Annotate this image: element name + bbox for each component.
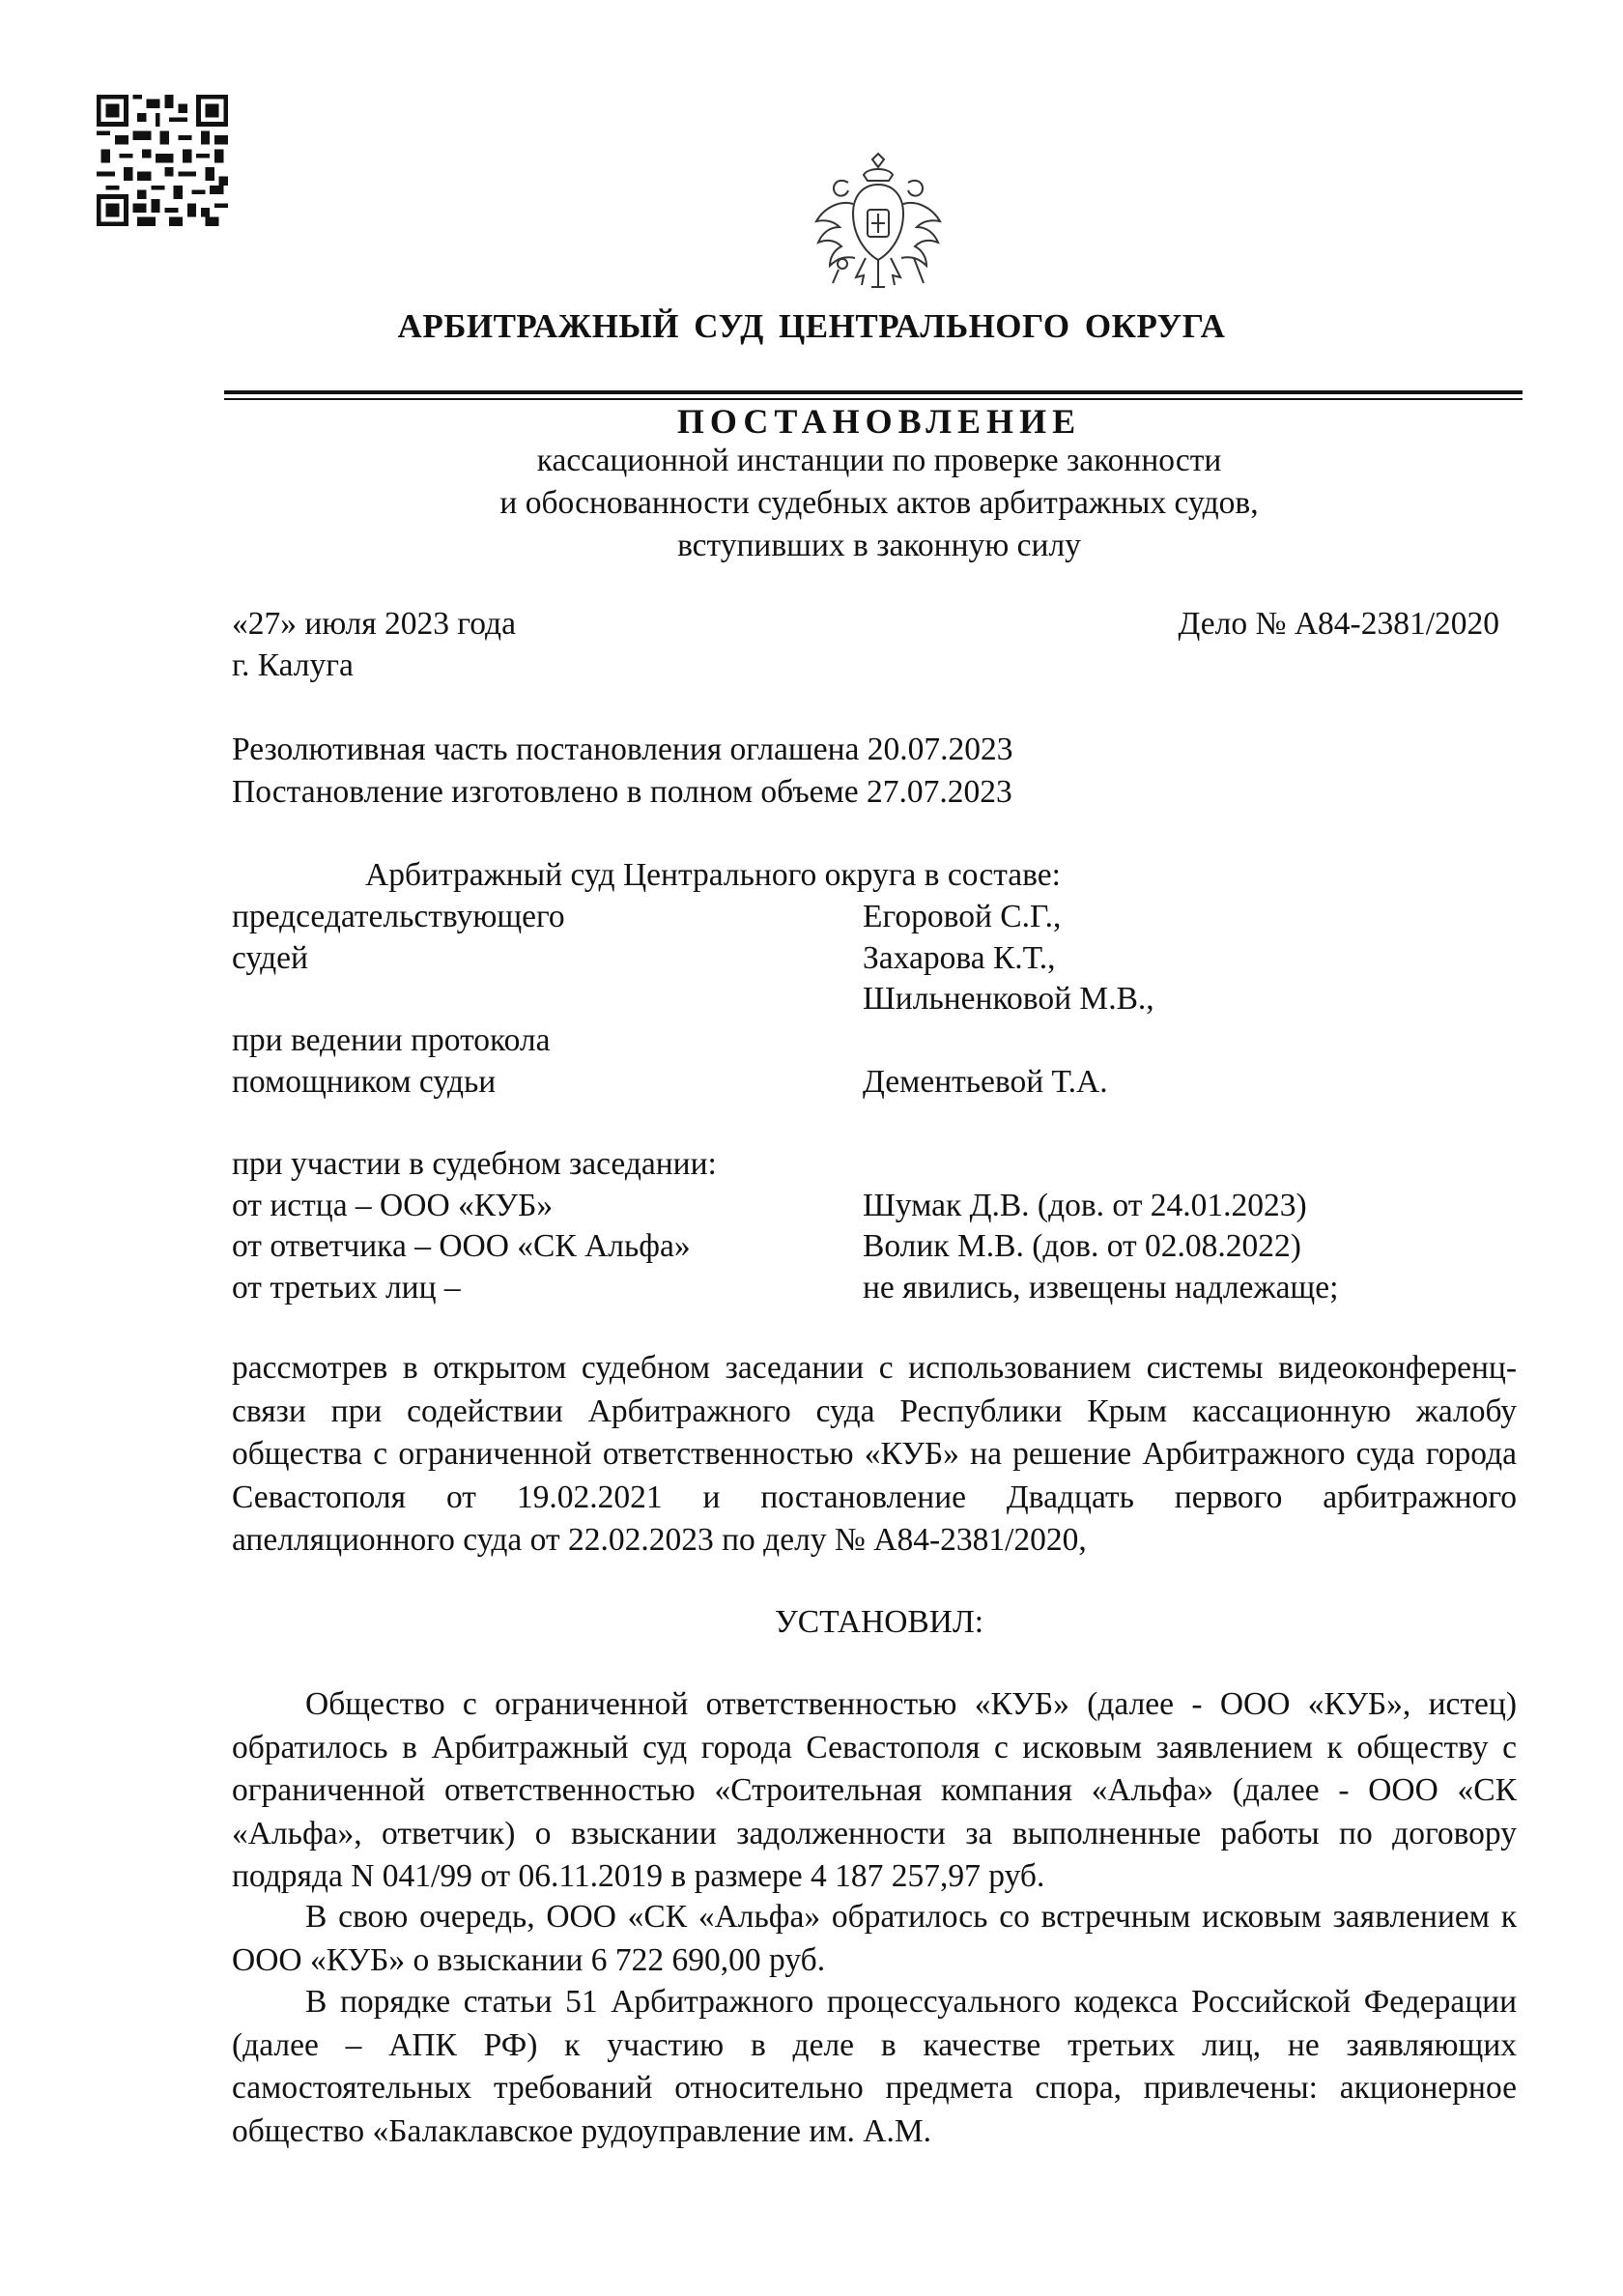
resolution-full: Постановление изготовлено в полном объеме 27.07.2023 [232, 774, 1012, 810]
participants-intro: при участии в судебном заседании: [232, 1146, 717, 1182]
protocol-label-2: помощником судьи [232, 1064, 497, 1100]
header-rule-thick [224, 390, 1523, 394]
judge-2-name: Шильненковой М.В., [863, 981, 1154, 1017]
considering-paragraph: рассмотрев в открытом судебном заседании с использованием системы видеоконференц-связи при содействии Арбитражного суда Республики Крым кассационную жалобу общества с ограниченной ответственностью «КУБ» на решение Арбитражного суда города Севастополя от 19.02.2021 и постановление Двадцать первого арбитражного апелляционного суда от 22.02.2023 по делу № А84-2381/2020, [232, 1350, 1517, 1558]
defendant-label: от ответчика – ООО «СК Альфа» [232, 1228, 691, 1264]
case-number: Дело № А84-2381/2020 [1178, 606, 1499, 642]
third-parties-label: от третьих лиц – [232, 1270, 461, 1306]
subtitle-line-1: кассационной инстанции по проверке законности [536, 443, 1222, 478]
protocol-label-1: при ведении протокола [232, 1022, 551, 1058]
document-title: ПОСТАНОВЛЕНИЕ [676, 402, 1082, 441]
defendant-representative: Волик М.В. (дов. от 02.08.2022) [863, 1228, 1301, 1264]
presiding-name: Егоровой С.Г., [863, 899, 1062, 934]
subtitle-line-2: и обоснованности судебных актов арбитражных судов, [499, 485, 1259, 521]
plaintiff-representative: Шумак Д.В. (дов. от 24.01.2023) [863, 1188, 1307, 1223]
composition-intro: Арбитражный суд Центрального округа в составе: [365, 857, 1061, 893]
header-rule-thin [224, 398, 1523, 400]
body-paragraph-3: В порядке статьи 51 Арбитражного процессуального кодекса Российской Федерации (далее – АПК РФ) к участию в деле в качестве третьих лиц, не заявляющих самостоятельных требований относительно предмета спора, привлечены: акционерное общество «Балаклавское рудоуправление им. А.М. [232, 1984, 1517, 2149]
plaintiff-label: от истца – ООО «КУБ» [232, 1188, 554, 1223]
body-paragraph-1: Общество с ограниченной ответственностью «КУБ» (далее - ООО «КУБ», истец) обратилось в Арбитражный суд города Севастополя с исковым заявлением к обществу с ограниченной ответственностью «Строительная компания «Альфа» (далее - ООО «СК «Альфа», ответчик) о взыскании задолженности за выполненные работы по договору подряда N 041/99 от 06.11.2019 в размере 4 187 257,97 руб. [232, 1686, 1517, 1894]
qr-code-image [97, 95, 228, 226]
presiding-label: председательствующего [232, 899, 565, 934]
body-paragraph-2: В свою очередь, ООО «СК «Альфа» обратилось со встречным исковым заявлением к ООО «КУБ» о взыскании 6 722 690,00 руб. [232, 1899, 1517, 1978]
court-name: АРБИТРАЖНЫЙ СУД ЦЕНТРАЛЬНОГО ОКРУГА [397, 307, 1226, 345]
established-heading: УСТАНОВИЛ: [775, 1604, 983, 1640]
protocol-name: Дементьевой Т.А. [863, 1064, 1108, 1100]
coat-of-arms-emblem [810, 150, 947, 302]
third-parties-status: не явились, извещены надлежаще; [863, 1270, 1339, 1306]
decision-date: «27» июля 2023 года [232, 606, 516, 642]
judges-label: судей [232, 940, 308, 976]
subtitle-line-3: вступивших в законную силу [677, 528, 1081, 563]
city: г. Калуга [232, 647, 354, 683]
judge-1-name: Захарова К.Т., [863, 940, 1056, 976]
resolution-announced: Резолютивная часть постановления оглашена 20.07.2023 [232, 732, 1013, 767]
